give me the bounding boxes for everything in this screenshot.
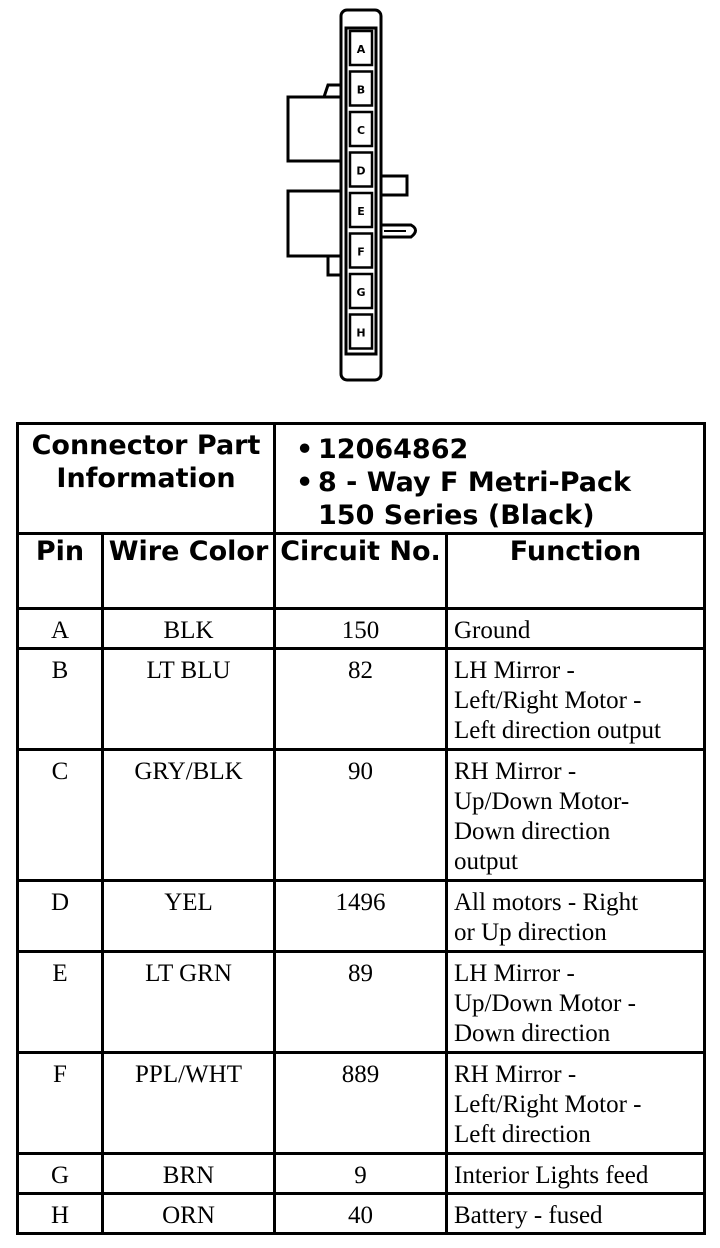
wire-color-cell: LT GRN: [103, 952, 275, 1053]
table-row: [18, 881, 705, 952]
circuit-cell: 9: [275, 1154, 447, 1194]
function-cell: Battery - fused: [447, 1194, 705, 1234]
info-row: [18, 424, 705, 534]
pin-letter: B: [356, 83, 366, 97]
circuit-cell: 82: [275, 649, 447, 750]
part-number: 12064862: [318, 434, 469, 465]
header-pin: Pin: [18, 534, 103, 609]
pin-cavities: [350, 31, 372, 349]
connector-pinout-table: [16, 422, 706, 1235]
pin-letter: C: [356, 124, 366, 137]
pin-cell: E: [18, 952, 103, 1053]
connector-upper-ear: [288, 97, 341, 161]
circuit-cell: 90: [275, 750, 447, 881]
table-row: [18, 952, 705, 1053]
connector-info-label: Connector Part Information: [18, 424, 275, 534]
function-cell: LH Mirror - Up/Down Motor - Down direction: [447, 952, 705, 1053]
wire-color-cell: ORN: [103, 1194, 275, 1234]
wire-color-cell: GRY/BLK: [103, 750, 275, 881]
table-row: [18, 750, 705, 881]
table-row: [18, 1053, 705, 1154]
bullet-icon: •: [296, 467, 314, 498]
pin-cell: B: [18, 649, 103, 750]
function-cell: RH Mirror - Up/Down Motor- Down direction output: [447, 750, 705, 881]
wire-color-cell: BLK: [103, 609, 275, 649]
pin-cell: A: [18, 609, 103, 649]
connector-info-values: [275, 424, 705, 534]
function-cell: LH Mirror - Left/Right Motor - Left direction output: [447, 649, 705, 750]
pin-cell: F: [18, 1053, 103, 1154]
circuit-cell: 89: [275, 952, 447, 1053]
bullet-icon: •: [296, 434, 314, 465]
table-row: [18, 1154, 705, 1194]
table-row: [18, 649, 705, 750]
function-cell: RH Mirror - Left/Right Motor - Left direction: [447, 1053, 705, 1154]
header-wire-color: Wire Color: [103, 534, 275, 609]
connector-right-tab: [381, 176, 407, 195]
function-cell: Ground: [447, 609, 705, 649]
function-cell: All motors - Right or Up direction: [447, 881, 705, 952]
connector-lower-ear: [288, 191, 341, 256]
function-cell: Interior Lights feed: [447, 1154, 705, 1194]
connector-type-item: [296, 466, 703, 532]
wire-color-cell: LT BLU: [103, 649, 275, 750]
pin-cell: C: [18, 750, 103, 881]
circuit-cell: 150: [275, 609, 447, 649]
pin-letter: F: [357, 245, 365, 259]
circuit-cell: 1496: [275, 881, 447, 952]
connector-diagram: [0, 0, 720, 400]
header-circuit-no: Circuit No.: [275, 534, 447, 609]
circuit-cell: 889: [275, 1053, 447, 1154]
pin-letter: A: [356, 43, 366, 56]
circuit-cell: 40: [275, 1194, 447, 1234]
wire-color-cell: YEL: [103, 881, 275, 952]
wire-color-cell: PPL/WHT: [103, 1053, 275, 1154]
pin-cell: D: [18, 881, 103, 952]
pin-cell: G: [18, 1154, 103, 1194]
pin-letter: G: [356, 286, 366, 299]
table-row: [18, 1194, 705, 1234]
column-header-row: [18, 534, 705, 609]
table-row: [18, 609, 705, 649]
pin-letter: D: [356, 164, 366, 178]
part-number-item: [296, 433, 703, 466]
pin-cell: H: [18, 1194, 103, 1234]
wire-color-cell: BRN: [103, 1154, 275, 1194]
header-function: Function: [447, 534, 705, 609]
connector-series: 150 Series (Black): [318, 500, 595, 531]
pin-letter: E: [357, 205, 365, 218]
connector-type: 8 - Way F Metri-Pack: [318, 467, 631, 498]
pin-letter: H: [356, 326, 366, 340]
